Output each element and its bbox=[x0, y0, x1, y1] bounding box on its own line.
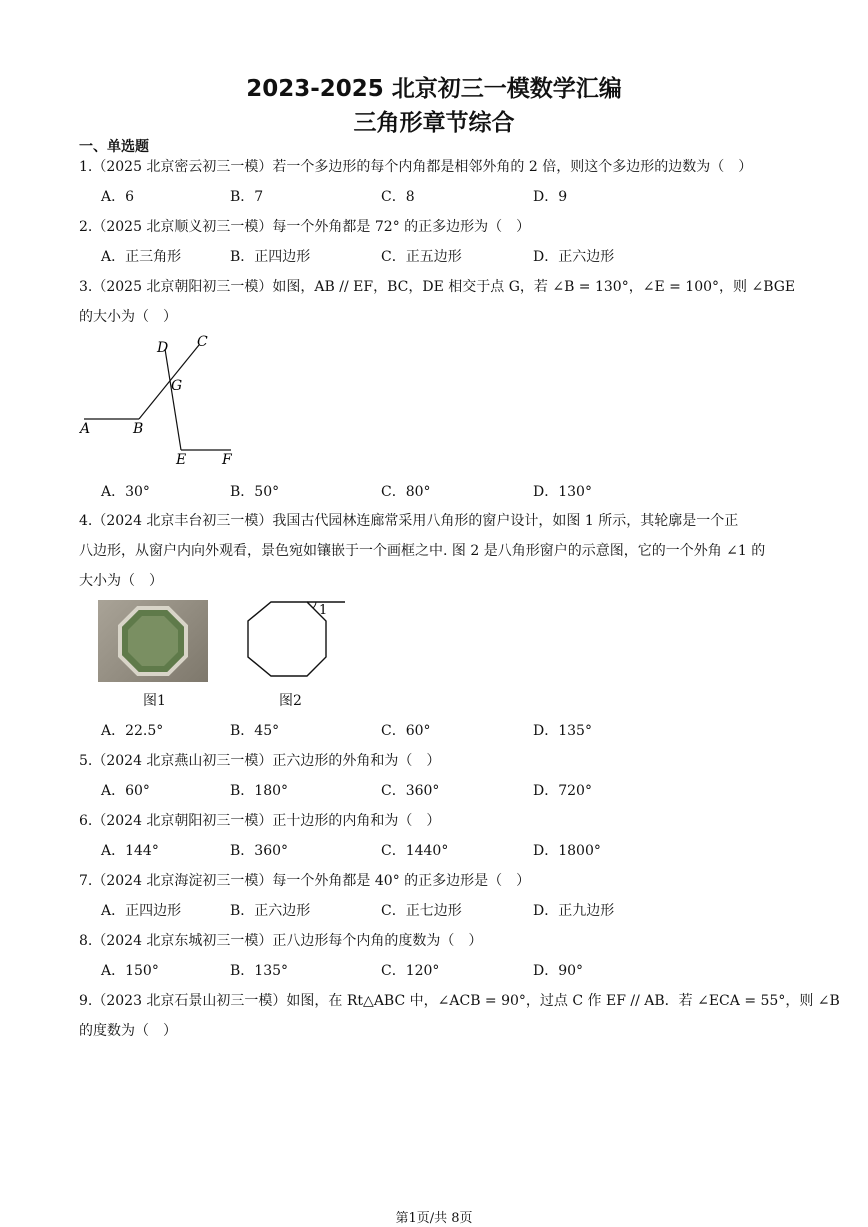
option-c: C．60° bbox=[381, 723, 431, 739]
option-d: D．正六边形 bbox=[533, 249, 615, 265]
question-3-text-line-2: 的大小为（ ） bbox=[79, 309, 177, 325]
option-b: B．45° bbox=[230, 723, 280, 739]
option-c: C．360° bbox=[381, 783, 440, 799]
option-d: D．正九边形 bbox=[533, 903, 615, 919]
option-c: C．正七边形 bbox=[381, 903, 462, 919]
option-a: A．30° bbox=[101, 484, 150, 500]
question-1-text: 1.（2025 北京密云初三一模）若一个多边形的每个内角都是相邻外角的 2 倍，则这个多边形的边数为（ ） bbox=[79, 159, 753, 175]
question-6-text: 6.（2024 北京朝阳初三一模）正十边形的内角和为（ ） bbox=[79, 813, 441, 829]
option-c: C．8 bbox=[381, 189, 415, 205]
option-c: C．120° bbox=[381, 963, 440, 979]
angle-1-label: 1 bbox=[319, 603, 328, 618]
label-f: F bbox=[222, 452, 232, 468]
question-4-text-line-1: 4.（2024 北京丰台初三一模）我国古代园林连廊常采用八角形的窗户设计，如图 1 所示，其轮廓是一个正 bbox=[79, 513, 739, 529]
option-d: D．90° bbox=[533, 963, 584, 979]
option-a: A．22.5° bbox=[101, 723, 164, 739]
question-4-text-line-2: 八边形，从窗户内向外观看，景色宛如镶嵌于一个画框之中. 图 2 是八角形窗户的示意图，它的一个外角 ∠1 的 bbox=[79, 543, 766, 559]
question-9-text-line-2: 的度数为（ ） bbox=[79, 1023, 177, 1039]
label-d: D bbox=[157, 340, 169, 356]
option-a: A．144° bbox=[101, 843, 159, 859]
octagon-figure bbox=[240, 595, 350, 687]
option-c: C．1440° bbox=[381, 843, 449, 859]
option-a: A．6 bbox=[101, 189, 135, 205]
parallel-lines-figure bbox=[76, 332, 246, 472]
question-3-text-line-1: 3.（2025 北京朝阳初三一模）如图，AB // EF，BC，DE 相交于点 G，若 ∠B = 130°，∠E = 100°，则 ∠BGE bbox=[79, 279, 796, 295]
option-d: D．9 bbox=[533, 189, 568, 205]
option-d: D．135° bbox=[533, 723, 592, 739]
question-9-text-line-1: 9.（2023 北京石景山初三一模）如图，在 Rt△ABC 中，∠ACB = 90°，过点 C 作 EF // AB．若 ∠ECA = 55°，则 ∠B bbox=[79, 993, 840, 1009]
option-b: B．180° bbox=[230, 783, 289, 799]
question-4-text-line-3: 大小为（ ） bbox=[79, 573, 163, 589]
option-a: A．正三角形 bbox=[101, 249, 182, 265]
label-e: E bbox=[176, 452, 187, 468]
question-7-text: 7.（2024 北京海淀初三一模）每一个外角都是 40° 的正多边形是（ ） bbox=[79, 873, 531, 889]
option-b: B．135° bbox=[230, 963, 289, 979]
option-a: A．60° bbox=[101, 783, 150, 799]
label-b: B bbox=[133, 421, 144, 437]
option-b: B．50° bbox=[230, 484, 280, 500]
label-a: A bbox=[80, 421, 91, 437]
figure-2-caption: 图2 bbox=[279, 693, 302, 709]
option-b: B．正四边形 bbox=[230, 249, 311, 265]
option-a: A．150° bbox=[101, 963, 159, 979]
option-b: B．正六边形 bbox=[230, 903, 311, 919]
option-c: C．正五边形 bbox=[381, 249, 462, 265]
question-8-text: 8.（2024 北京东城初三一模）正八边形每个内角的度数为（ ） bbox=[79, 933, 483, 949]
figure-1-caption: 图1 bbox=[143, 693, 166, 709]
option-b: B．360° bbox=[230, 843, 289, 859]
octagon-window-image bbox=[98, 600, 208, 682]
option-d: D．1800° bbox=[533, 843, 601, 859]
question-2-text: 2.（2025 北京顺义初三一模）每一个外角都是 72° 的正多边形为（ ） bbox=[79, 219, 531, 235]
label-g: G bbox=[171, 378, 183, 394]
option-d: D．130° bbox=[533, 484, 592, 500]
option-d: D．720° bbox=[533, 783, 592, 799]
document-title: 2023-2025 北京初三一模数学汇编 bbox=[246, 76, 622, 102]
page-footer: 第1页/共 8页 bbox=[395, 1211, 473, 1226]
label-c: C bbox=[197, 334, 208, 350]
octagon-window-photo bbox=[98, 600, 208, 682]
document-subtitle: 三角形章节综合 bbox=[353, 110, 515, 136]
option-b: B．7 bbox=[230, 189, 264, 205]
question-5-text: 5.（2024 北京燕山初三一模）正六边形的外角和为（ ） bbox=[79, 753, 441, 769]
section-heading: 一、单选题 bbox=[79, 139, 149, 155]
option-a: A．正四边形 bbox=[101, 903, 182, 919]
option-c: C．80° bbox=[381, 484, 431, 500]
